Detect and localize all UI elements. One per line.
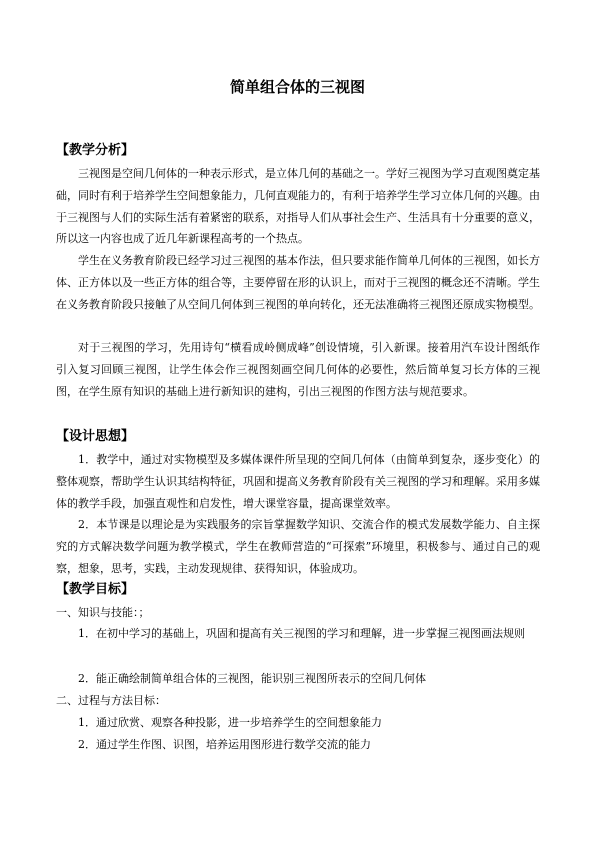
section-heading-teaching-analysis: 【教学分析】 xyxy=(56,143,135,158)
analysis-paragraph-1: 三视图是空间几何体的一种表示形式，是立体几何的基础之一。学好三视图为学习直观图奠定基础，同时有利于培养学生空间想象能力，几何直观能力的，有利于培养学生学习立体几何的兴趣。由于三视图与人们的实际生活有着紧密的联系，对指导人们从事社会生产、生活具有十分重要的意义，所以这一内容也成了近几年新课程高考的一个热点。 xyxy=(56,167,540,246)
goals-knowledge-item-2: 2．能正确绘制简单组合体的三视图，能识别三视图所表示的空间几何体 xyxy=(78,672,426,685)
design-paragraph-2: 2．本节课是以理论是为实践服务的宗旨掌握数学知识、交流合作的模式发展数学能力、自主探究的方式解决数学问题为教学模式，学生在教师营造的“可探索”环境里，积极参与、通过自己的观察，想象，思考，实践，主动发现规律、获得知识，体验成功。 xyxy=(56,518,540,575)
section-heading-teaching-goals: 【教学目标】 xyxy=(56,582,135,597)
analysis-paragraph-3: 对于三视图的学习，先用诗句“横看成岭侧成峰”创设情境，引入新课。接着用汽车设计图纸作引入复习回顾三视图，让学生体会作三视图刻画空间几何体的必要性，然后简单复习长方体的三视图，在学生原有知识的基础上进行新知识的建构，引出三视图的作图方法与规范要求。 xyxy=(56,341,540,398)
goals-knowledge-item-1: 1．在初中学习的基础上，巩固和提高有关三视图的学习和理解，进一步掌握三视图画法规则 xyxy=(78,627,525,640)
section-heading-design-ideas: 【设计思想】 xyxy=(56,429,135,444)
design-paragraph-1: 1．教学中，通过对实物模型及多媒体课件所呈现的空间几何体（由简单到复杂，逐步变化）的整体观察，帮助学生认识其结构特征，巩固和提高义务教育阶段有关三视图的学习和理解。采用多媒体的教学手段，加强直观性和启发性，增大课堂容量，提高课堂效率。 xyxy=(56,453,540,510)
analysis-paragraph-2: 学生在义务教育阶段已经学习过三视图的基本作法，但只要求能作简单几何体的三视图，如长方体、正方体以及一些正方体的组合等，主要停留在形的认识上，而对于三视图的概念还不清晰。学生在义务教育阶段只接触了从空间几何体到三视图的单向转化，还无法准确将三视图还原成实物模型。 xyxy=(56,254,540,311)
goals-process-item-1: 1．通过欣赏、观察各种投影，进一步培养学生的空间想象能力 xyxy=(78,716,382,729)
goals-subheading-knowledge-skills: 一、知识与技能：； xyxy=(56,606,150,619)
document-title: 简单组合体的三视图 xyxy=(229,78,365,96)
goals-subheading-process-methods: 二、过程与方法目标： xyxy=(56,694,166,707)
goals-process-item-2: 2．通过学生作图、识图，培养运用图形进行数学交流的能力 xyxy=(78,738,371,751)
